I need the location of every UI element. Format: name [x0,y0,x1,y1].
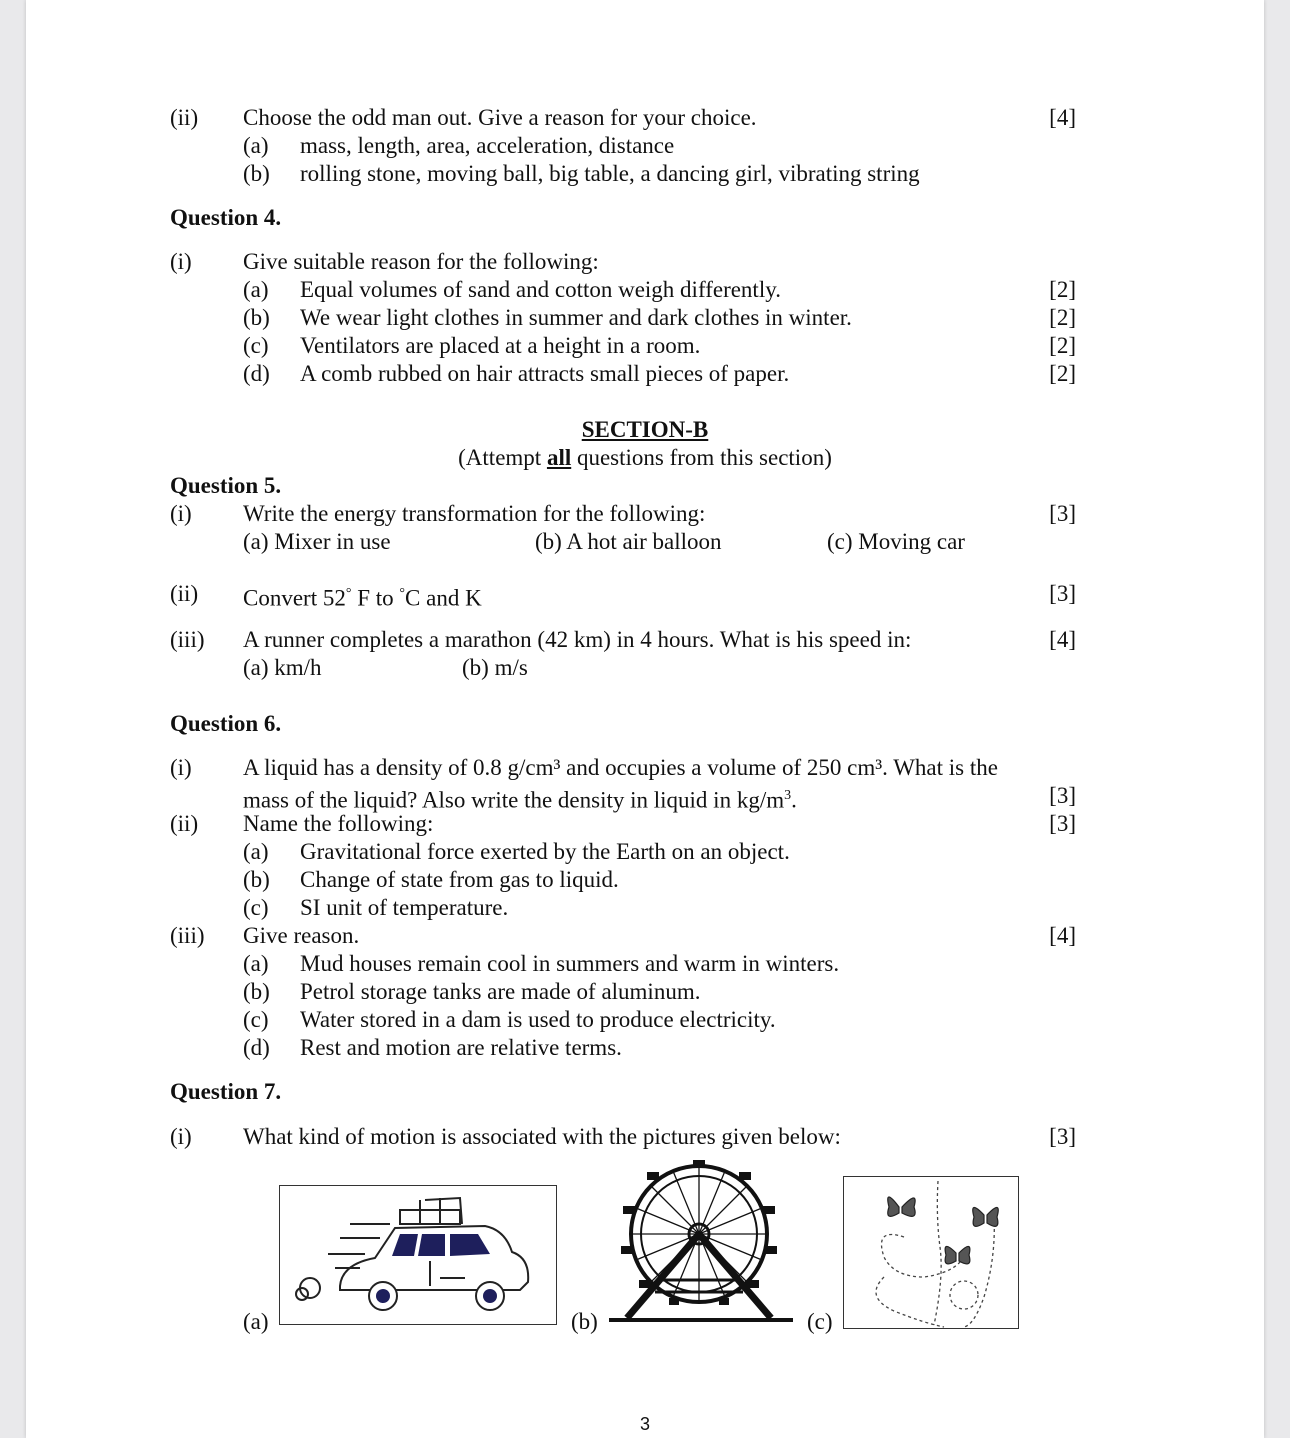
q5-ii-text [243,580,482,613]
q5-iii-marks: [4] [1049,627,1076,652]
q3-ii-number: (ii) [170,105,199,130]
q6-ii-number: (ii) [170,811,199,836]
question-6-heading: Question 6. [170,711,282,736]
q4-item-marks: [2] [1049,361,1076,386]
q6-ii-item-label: (a) [243,839,269,864]
butterflies-picture [843,1176,1019,1329]
q6-ii-marks: [3] [1049,811,1076,836]
degree-sign: ° [399,586,406,601]
q6-iii-item-label: (b) [243,979,270,1004]
q3-ii-text: Choose the odd man out. Give a reason for your choice. [243,105,757,130]
question-4-heading: Question 4. [170,205,282,230]
q4-item-marks: [2] [1049,305,1076,330]
q7-i-text: What kind of motion is associated with the pictures given below: [243,1124,841,1149]
q6-ii-text: Name the following: [243,811,434,836]
q6-iii-item-label: (a) [243,951,269,976]
section-b-instruction [0,444,1290,472]
q6-iii-marks: [4] [1049,923,1076,948]
q6-i-line2-pre: mass of the liquid? Also write the density in liquid in kg/m [243,787,785,813]
q4-item-label: (a) [243,277,269,302]
q5-ii-number: (ii) [170,581,199,606]
q7-i-number: (i) [170,1124,192,1149]
q4-item-label: (b) [243,305,270,330]
q6-iii-item-text: Mud houses remain cool in summers and warm in winters. [300,951,840,976]
q5-i-option-a: (a) Mixer in use [243,529,391,554]
picture-a-label: (a) [243,1309,269,1334]
picture-c-label: (c) [807,1309,833,1334]
page-number: 3 [639,1414,650,1434]
q4-i-number: (i) [170,249,192,274]
picture-b-label: (b) [571,1309,598,1334]
section-b-instr-all: all [546,445,572,470]
q4-i-text: Give suitable reason for the following: [243,249,599,274]
q4-item-text: Ventilators are placed at a height in a room. [300,333,701,358]
q6-i-marks: [3] [1049,783,1076,808]
section-b-instr-pre: (Attempt [458,445,547,470]
q6-iii-item-text: Rest and motion are relative terms. [300,1035,622,1060]
q3-ii-marks: [4] [1049,105,1076,130]
q5-iii-option-a: (a) km/h [243,655,322,680]
q5-iii-option-b: (b) m/s [462,655,528,680]
degree-sign: ° [345,586,352,601]
q4-item-marks: [2] [1049,333,1076,358]
q5-iii-text: A runner completes a marathon (42 km) in 4 hours. What is his speed in: [243,627,912,652]
ferris-wheel-picture [603,1160,803,1330]
q6-ii-item-text: Change of state from gas to liquid. [300,867,619,892]
q5-ii-marks: [3] [1049,581,1076,606]
question-7-heading: Question 7. [170,1079,282,1104]
q3-ii-a-text: mass, length, area, acceleration, distance [300,133,675,158]
q4-item-label: (c) [243,333,269,358]
q4-item-marks: [2] [1049,277,1076,302]
q4-item-text: Equal volumes of sand and cotton weigh differently. [300,277,781,302]
q5-i-option-b: (b) A hot air balloon [535,529,722,554]
q5-i-text: Write the energy transformation for the following: [243,501,706,526]
q6-iii-text: Give reason. [243,923,360,948]
q3-ii-b-text: rolling stone, moving ball, big table, a dancing girl, vibrating string [300,161,920,186]
q6-iii-item-label: (c) [243,1007,269,1032]
q6-iii-item-text: Petrol storage tanks are made of aluminum. [300,979,701,1004]
q6-ii-item-text: Gravitational force exerted by the Earth on an object. [300,839,790,864]
q6-i-line1: A liquid has a density of 0.8 g/cm³ and occupies a volume of 250 cm³. What is the [243,755,998,780]
q5-iii-number: (iii) [170,627,205,652]
q6-i-number: (i) [170,755,192,780]
q5-i-marks: [3] [1049,501,1076,526]
q5-ii-pre: Convert 52 [243,585,346,611]
q6-ii-item-label: (c) [243,895,269,920]
q6-iii-number: (iii) [170,923,205,948]
car-picture [279,1185,557,1325]
q4-item-text: We wear light clothes in summer and dark clothes in winter. [300,305,852,330]
q6-ii-item-label: (b) [243,867,270,892]
q4-item-label: (d) [243,361,270,386]
q6-ii-item-text: SI unit of temperature. [300,895,509,920]
q5-i-number: (i) [170,501,192,526]
question-5-heading: Question 5. [170,473,282,498]
q6-iii-item-label: (d) [243,1035,270,1060]
q3-ii-a-label: (a) [243,133,269,158]
q5-ii-mid: F to [351,585,400,611]
q5-ii-post: C and K [405,585,482,611]
q6-i-line2-post: . [791,787,797,813]
q5-i-option-c: (c) Moving car [827,529,965,554]
section-b-title: SECTION-B [581,417,709,442]
q4-item-text: A comb rubbed on hair attracts small pieces of paper. [300,361,790,386]
q3-ii-b-label: (b) [243,161,270,186]
section-b-instr-post: questions from this section) [571,445,832,470]
q6-iii-item-text: Water stored in a dam is used to produce electricity. [300,1007,776,1032]
q6-i-line2-sup: 3 [784,788,792,803]
q7-i-marks: [3] [1049,1124,1076,1149]
